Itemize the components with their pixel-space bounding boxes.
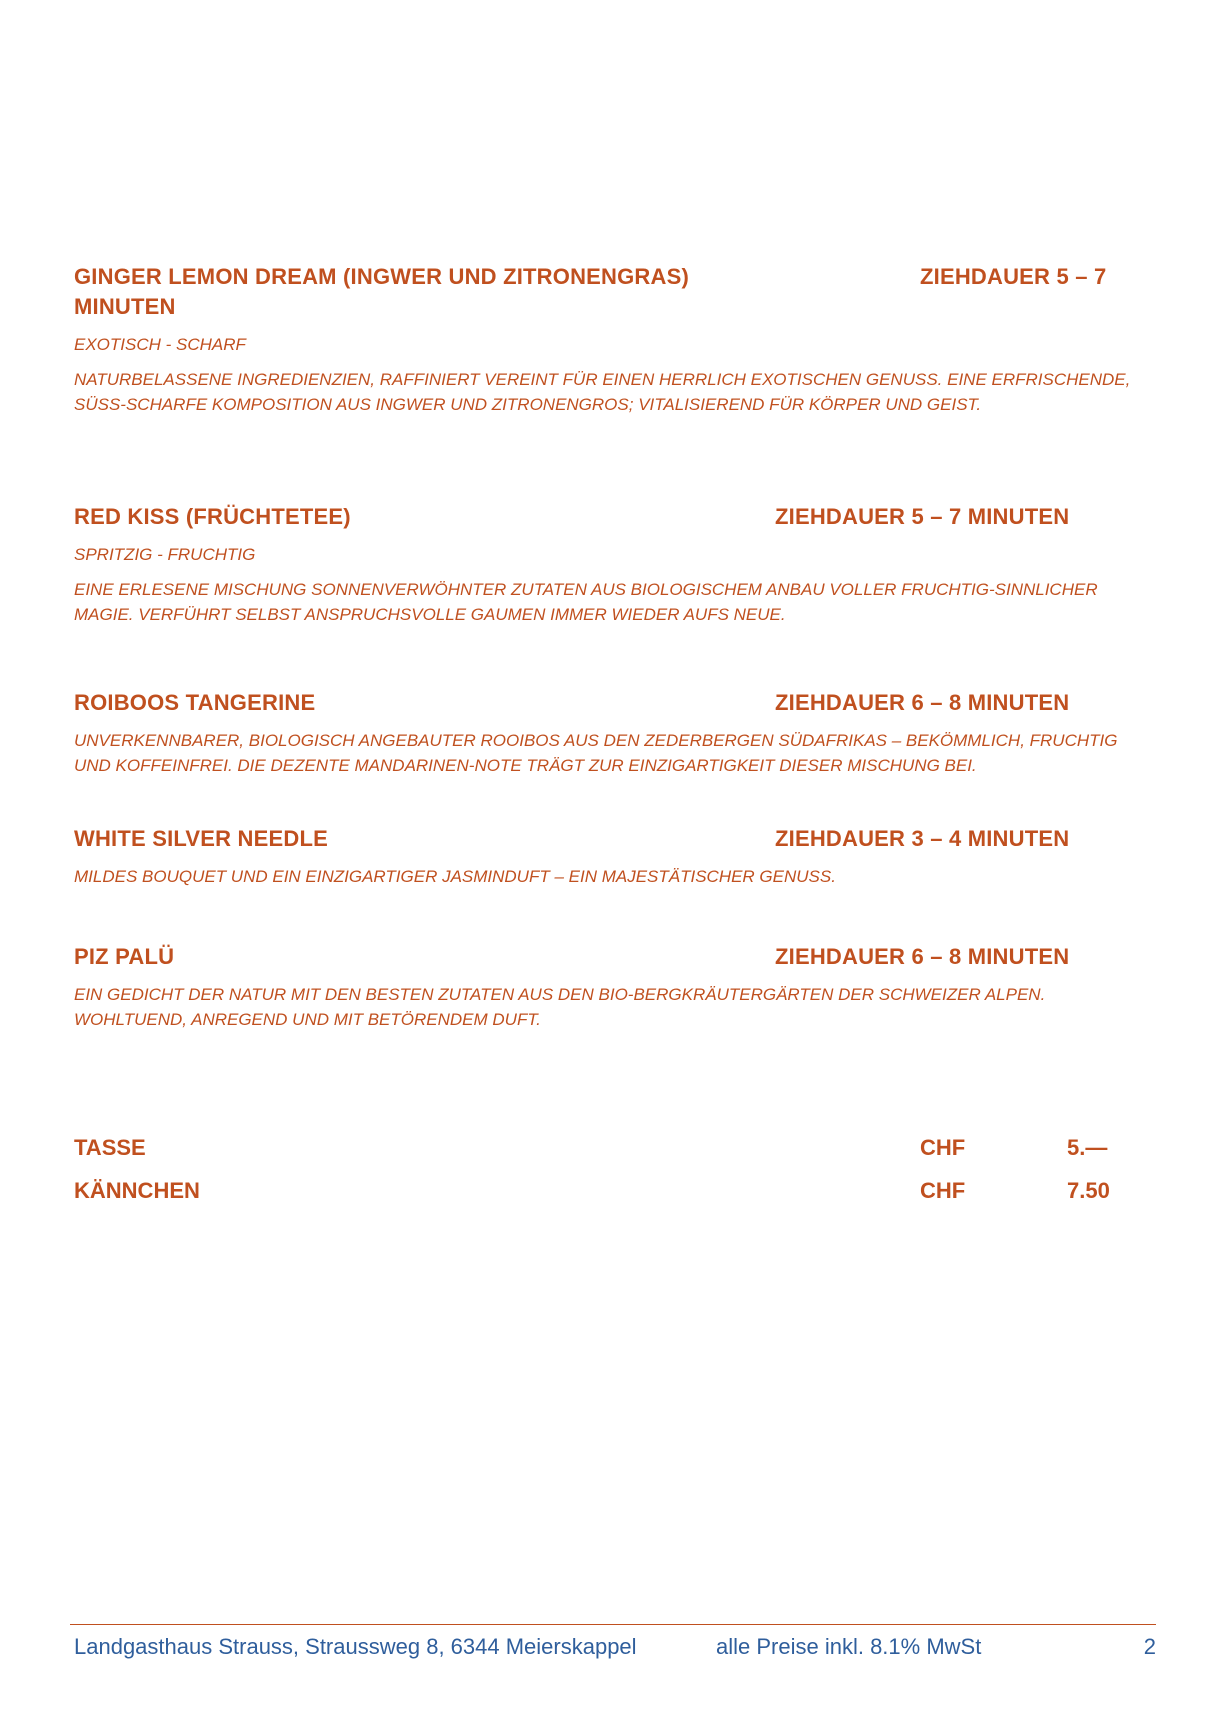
page-footer [74, 1630, 1156, 1664]
tea-header [74, 824, 1154, 854]
tea-header [74, 502, 1154, 532]
tea-header [74, 688, 1154, 718]
tea-item-ginger-lemon-dream [74, 262, 1154, 417]
tea-steep-time: ZIEHDAUER 5 – 7 [920, 264, 1107, 289]
price-label: TASSE [74, 1135, 146, 1160]
tea-tagline: EXOTISCH - SCHARF [74, 335, 246, 354]
tea-steep-time: ZIEHDAUER 6 – 8 MINUTEN [775, 944, 1070, 969]
tea-header [74, 262, 1154, 322]
tea-item-red-kiss [74, 502, 1154, 627]
price-amount: 7.50 [1067, 1178, 1110, 1203]
tea-item-piz-palu [74, 942, 1154, 1032]
tea-name: PIZ PALÜ [74, 944, 175, 969]
tea-name: WHITE SILVER NEEDLE [74, 826, 328, 851]
tea-description: UNVERKENNBARER, BIOLOGISCH ANGEBAUTER ROOIBOS AUS DEN ZEDERBERGEN SÜDAFRIKAS – BEKÖMMLICH, FRUCHTIG UND KOFFEINFREI. DIE DEZENTE MANDARINEN-NOTE TRÄGT ZUR EINZIGARTIGKEIT DIESER MISCHUNG BEI. [74, 731, 1118, 775]
price-label: KÄNNCHEN [74, 1178, 200, 1203]
price-row-kaennchen [74, 1176, 1124, 1206]
price-currency: CHF [920, 1178, 966, 1203]
price-amount: 5.— [1067, 1135, 1108, 1160]
footer-divider [70, 1624, 1156, 1625]
tea-description: EIN GEDICHT DER NATUR MIT DEN BESTEN ZUTATEN AUS DEN BIO-BERGKRÄUTERGÄRTEN DER SCHWEIZER ALPEN. WOHLTUEND, ANREGEND UND MIT BETÖRENDEM DUFT. [74, 985, 1046, 1029]
tea-steep-time: ZIEHDAUER 3 – 4 MINUTEN [775, 826, 1070, 851]
tea-description: NATURBELASSENE INGREDIENZIEN, RAFFINIERT VEREINT FÜR EINEN HERRLICH EXOTISCHEN GENUSS. EINE ERFRISCHENDE, SÜSS-SCHARFE KOMPOSITION AUS INGWER UND ZITRONENGROS; VITALISIEREND FÜR KÖRPER UND GEIST. [74, 370, 1131, 414]
tea-description: EINE ERLESENE MISCHUNG SONNENVERWÖHNTER ZUTATEN AUS BIOLOGISCHEM ANBAU VOLLER FRUCHTIG-SINNLICHER MAGIE. VERFÜHRT SELBST ANSPRUCHSVOLLE GAUMEN IMMER WIEDER AUFS NEUE. [74, 580, 1098, 624]
tea-header [74, 942, 1154, 972]
price-row-tasse [74, 1133, 1124, 1163]
tea-name: GINGER LEMON DREAM (INGWER UND ZITRONENGRAS) [74, 264, 690, 289]
tea-steep-time: ZIEHDAUER 6 – 8 MINUTEN [775, 690, 1070, 715]
tea-name: ROIBOOS TANGERINE [74, 690, 316, 715]
tea-item-roiboos-tangerine [74, 688, 1154, 778]
footer-vat-note: alle Preise inkl. 8.1% MwSt [716, 1634, 982, 1659]
footer-address: Landgasthaus Strauss, Straussweg 8, 6344 Meierskappel [74, 1634, 637, 1659]
page-number: 2 [1143, 1634, 1156, 1659]
tea-description: MILDES BOUQUET UND EIN EINZIGARTIGER JASMINDUFT – EIN MAJESTÄTISCHER GENUSS. [74, 867, 836, 886]
tea-item-white-silver-needle [74, 824, 1154, 889]
tea-tagline: SPRITZIG - FRUCHTIG [74, 545, 256, 564]
tea-name: RED KISS (FRÜCHTETEE) [74, 504, 351, 529]
tea-steep-time-continued: MINUTEN [74, 294, 176, 319]
tea-steep-time: ZIEHDAUER 5 – 7 MINUTEN [775, 504, 1070, 529]
price-currency: CHF [920, 1135, 966, 1160]
